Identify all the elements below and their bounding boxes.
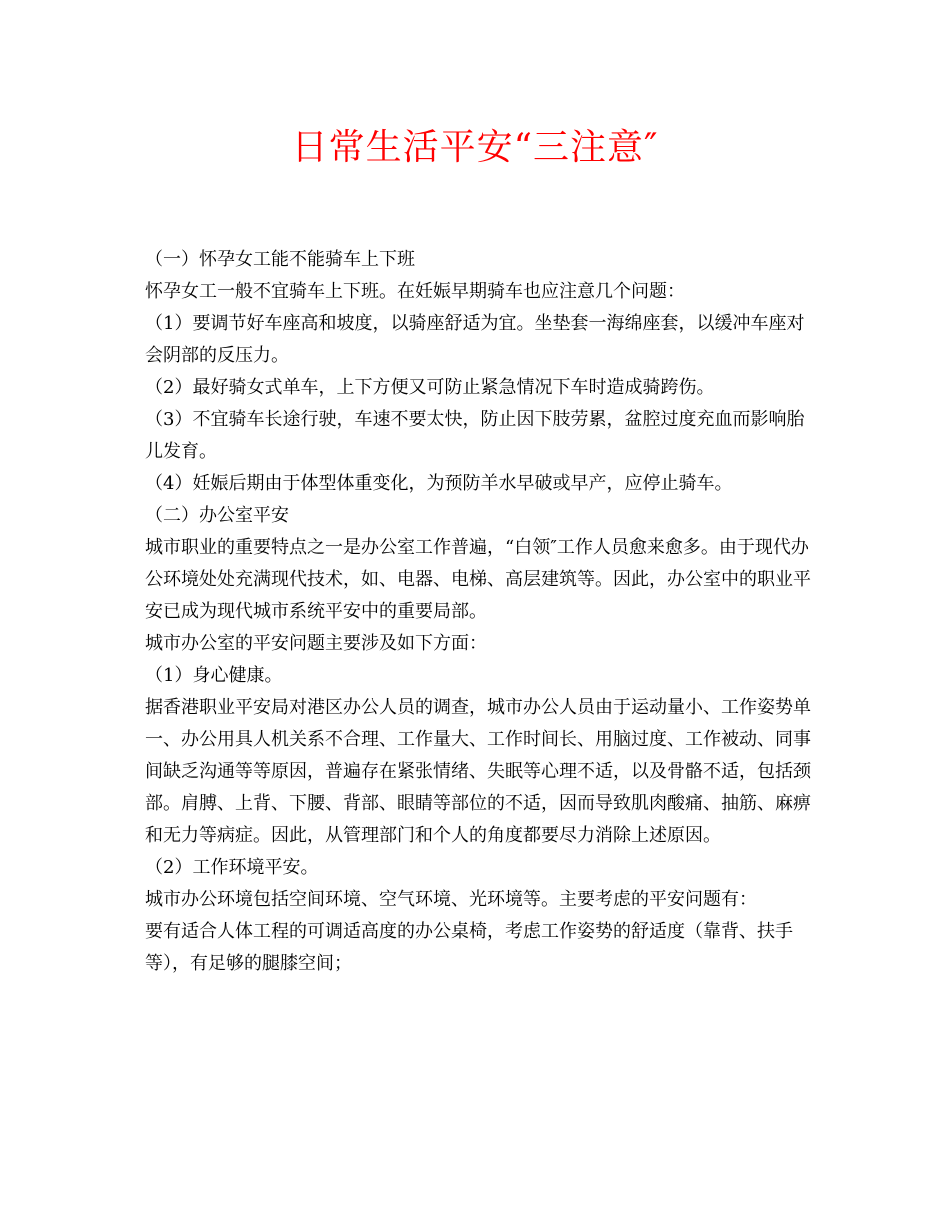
list-item: （2）最好骑女式单车，上下方便又可防止紧急情况下车时造成骑跨伤。 [145, 377, 715, 398]
list-item: （1）要调节好车座高和坡度，以骑座舒适为宜。坐垫套一海绵座套，以缓冲车座对会阴部的反压力。 [145, 313, 805, 366]
list-item: （1）身心健康。 [145, 665, 283, 686]
paragraph: 据香港职业平安局对港区办公人员的调查，城市办公人员由于运动量小、工作姿势单一、办公用具人机关系不合理、工作量大、工作时间长、用脑过度、工作被动、同事间缺乏沟通等等原因，普遍存在紧张情绪、失眠等心理不适，以及骨骼不适，包括颈部。肩膊、上背、下腰、背部、眼睛等部位的不适，因而导致肌肉酸痛、抽筋、麻痹和无力等病症。因此，从管理部门和个人的角度都要尽力消除上述原因。 [145, 697, 811, 846]
paragraph: 城市办公环境包括空间环境、空气环境、光环境等。主要考虑的平安问题有： [145, 889, 757, 910]
section-heading: （二）办公室平安 [145, 505, 289, 526]
list-item: （2）工作环境平安。 [145, 857, 319, 878]
document-title: 日常生活平安“三注意″ [291, 127, 659, 168]
paragraph: 城市办公室的平安问题主要涉及如下方面： [145, 633, 487, 654]
document-body [145, 244, 815, 980]
section-heading: （一）怀孕女工能不能骑车上下班 [145, 249, 415, 270]
paragraph: 怀孕女工一般不宜骑车上下班。在妊娠早期骑车也应注意几个问题： [145, 281, 685, 302]
paragraph: 要有适合人体工程的可调适高度的办公桌椅，考虑工作姿势的舒适度（靠背、扶手等），有足够的腿膝空间； [145, 921, 793, 974]
paragraph: 城市职业的重要特点之一是办公室工作普遍，“白领″工作人员愈来愈多。由于现代办公环境处处充满现代技术，如、电器、电梯、高层建筑等。因此，办公室中的职业平安已成为现代城市系统平安中的重要局部。 [145, 537, 811, 622]
list-item: （4）妊娠后期由于体型体重变化，为预防羊水早破或早产，应停止骑车。 [145, 473, 733, 494]
list-item: （3）不宜骑车长途行驶，车速不要太快，防止因下肢劳累，盆腔过度充血而影响胎儿发育。 [145, 409, 805, 462]
